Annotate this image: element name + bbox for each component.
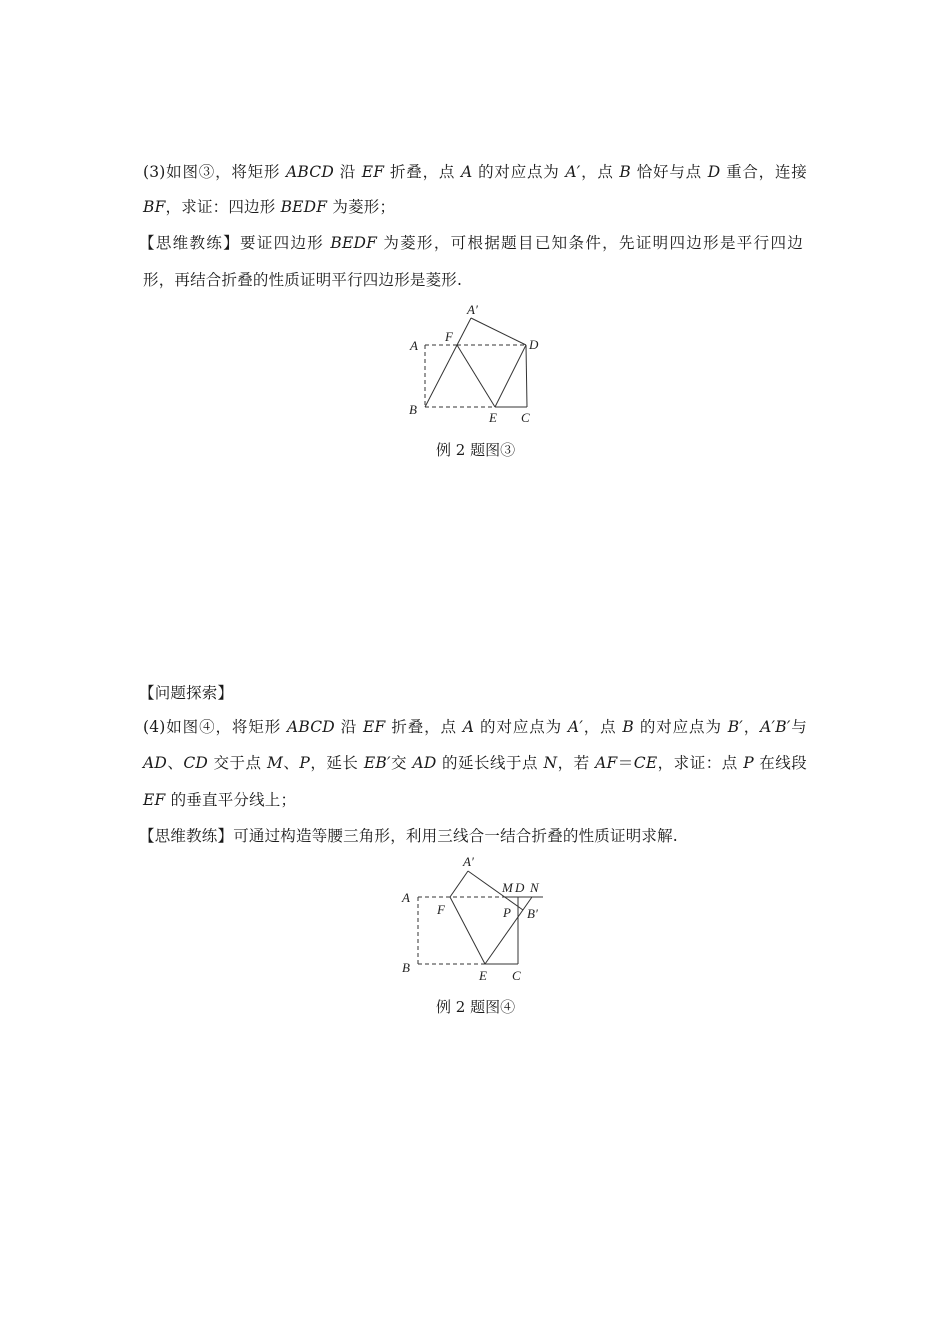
fig3-label-A: A (410, 338, 418, 353)
text-segment: 形，再结合折叠的性质证明平行四边形是菱形. (143, 271, 463, 289)
text-segment: 的对应点为 (472, 163, 566, 181)
fig4-label-A-prime: A′ (463, 854, 474, 869)
fig4-label-D: D (515, 880, 525, 895)
text-segment: ＝ (617, 754, 634, 772)
math-variable: M (267, 754, 284, 772)
math-variable: EF (363, 718, 386, 736)
math-variable: B′ (727, 718, 744, 736)
fig3-label-F: F (445, 329, 453, 344)
text-segment: 为菱形； (327, 198, 396, 216)
math-variable: ABCD (286, 163, 334, 181)
text-segment: 沿 (334, 718, 363, 736)
math-variable: BEDF (330, 234, 378, 252)
text-segment: ，点 (583, 718, 623, 736)
text-segment: (4)如图④，将矩形 (143, 718, 287, 736)
math-variable: P (299, 754, 311, 772)
fig4-label-B-prime: B′ (527, 906, 538, 921)
text-segment: 、 (283, 754, 300, 772)
math-variable: D (707, 163, 721, 181)
text-segment: 【思维教练】可通过构造等腰三角形，利用三线合一结合折叠的性质证明求解. (139, 827, 678, 845)
math-variable: N (543, 754, 558, 772)
text-segment: (3)如图③，将矩形 (143, 163, 287, 181)
text-segment: 折叠，点 (384, 163, 461, 181)
text-segment: ，求证：四边形 (165, 198, 281, 216)
text-segment: ，延长 (310, 754, 364, 772)
text-segment: 在线段 (753, 754, 808, 772)
text-segment: 恰好与点 (631, 163, 708, 181)
text-segment: 与 (790, 718, 808, 736)
math-variable: B (619, 163, 632, 181)
fig4-label-N: N (530, 880, 539, 895)
fig3-label-D: D (529, 337, 539, 352)
text-segment: 的延长线于点 (436, 754, 544, 772)
text-segment: 【思维教练】要证四边形 (139, 234, 331, 252)
math-variable: CE (633, 754, 658, 772)
math-variable: AD (143, 754, 168, 772)
math-variable: BF (143, 198, 166, 216)
fig3-label-E: E (489, 410, 497, 425)
text-segment: 交 (390, 754, 413, 772)
math-variable: ABCD (286, 718, 335, 736)
math-variable: A′B′ (760, 718, 791, 736)
figure-3-caption: 例 2 题图③ (436, 441, 516, 459)
text-segment: 的对应点为 (634, 718, 728, 736)
text-segment: ， (743, 718, 761, 736)
math-variable: A (462, 718, 475, 736)
text-segment: 、 (167, 754, 184, 772)
fig4-label-F: F (437, 902, 445, 917)
text-segment: ，若 (557, 754, 596, 772)
text-segment: 折叠，点 (385, 718, 463, 736)
fig4-label-B: B (402, 960, 410, 975)
fig4-label-A: A (402, 890, 410, 905)
fig3-label-C: C (521, 410, 530, 425)
math-variable: CD (183, 754, 209, 772)
math-variable: EF (143, 791, 166, 809)
math-variable: AD (412, 754, 437, 772)
s4-heading: 【问题探索】 (139, 684, 234, 702)
math-variable: A (460, 163, 473, 181)
fig3-label-B: B (409, 402, 417, 417)
math-variable: EF (361, 163, 385, 181)
math-variable: A′ (565, 163, 581, 181)
text-segment: 交于点 (208, 754, 267, 772)
text-segment: 的对应点为 (474, 718, 568, 736)
text-segment: 的垂直平分线上； (165, 791, 297, 809)
text-segment: ，点 (580, 163, 620, 181)
math-variable: A′ (567, 718, 584, 736)
text-segment: 沿 (334, 163, 362, 181)
text-segment: 为菱形，可根据题目已知条件，先证明四边形是平行四边 (377, 234, 803, 252)
math-variable: AF (595, 754, 618, 772)
figure-4-caption: 例 2 题图④ (436, 998, 516, 1016)
fig3-label-A-prime: A′ (467, 302, 478, 317)
fig4-label-E: E (479, 968, 487, 983)
fig4-edge-FE (450, 897, 485, 964)
fig4-edge-FA' (450, 871, 468, 897)
text-segment: 重合，连接 (720, 163, 807, 181)
fig4-label-C: C (512, 968, 521, 983)
fig4-label-M: M (502, 880, 513, 895)
math-variable: BEDF (280, 198, 328, 216)
math-variable: EB′ (363, 754, 391, 772)
text-segment: ，求证：点 (657, 754, 744, 772)
math-variable: P (743, 754, 754, 772)
math-variable: B (622, 718, 634, 736)
fig4-label-P: P (503, 905, 511, 920)
